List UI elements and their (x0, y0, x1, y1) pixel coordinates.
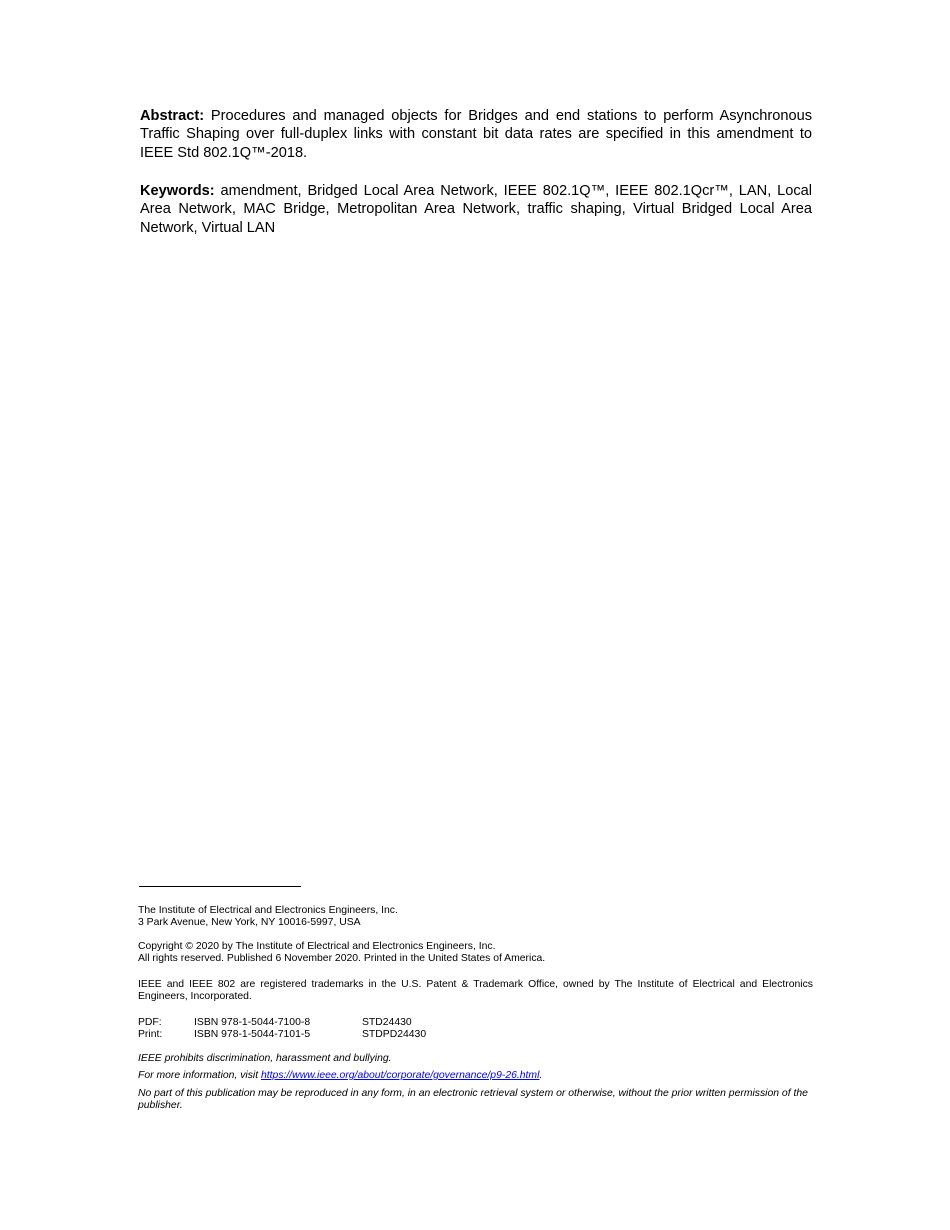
publisher-name: The Institute of Electrical and Electronics Engineers, Inc. (138, 905, 398, 916)
trademark-notice (138, 979, 813, 1004)
abstract-text: Procedures and managed objects for Bridges and end stations to perform Asynchronous Traffic Shaping over full-duplex links with constant bit data rates are specified in this amendment to IEEE Std 802.1Q™-2018. (140, 108, 812, 161)
isbn-number: ISBN 978-1-5044-7101-5 (194, 1029, 311, 1041)
governance-link[interactable]: https://www.ieee.org/about/corporate/governance/p9-26.html (261, 1070, 540, 1081)
publisher-block (138, 905, 813, 930)
isbn-row-pdf (138, 1017, 813, 1029)
abstract-paragraph (140, 107, 812, 162)
isbn-format: Print: (138, 1029, 163, 1041)
abstract-label: Abstract: (140, 108, 205, 124)
footnote-divider (139, 886, 301, 887)
more-info-line (138, 1070, 813, 1082)
isbn-table (138, 1017, 813, 1042)
more-info-prefix: For more information, visit (138, 1070, 261, 1081)
copyright-block (138, 941, 813, 966)
keywords-label: Keywords: (140, 183, 215, 199)
reproduction-notice: No part of this publication may be reproduced in any form, in an electronic retrieval system or otherwise, without the prior written permission of the publisher. (138, 1088, 808, 1112)
prohibits-notice: IEEE prohibits discrimination, harassment and bullying. (138, 1053, 392, 1064)
trademark-text: IEEE and IEEE 802 are registered trademarks in the U.S. Patent & Trademark Office, owned by The Institute of Electrical and Electronics Engineers, Incorporated. (138, 979, 813, 1003)
isbn-row-print (138, 1029, 813, 1041)
isbn-code: STDPD24430 (362, 1029, 427, 1041)
rights-line: All rights reserved. Published 6 November 2020. Printed in the United States of America. (138, 953, 546, 965)
keywords-text: amendment, Bridged Local Area Network, IEEE 802.1Q™, IEEE 802.1Qcr™, LAN, Local Area Network, MAC Bridge, Metropolitan Area Network, traffic shaping, Virtual Bridged Local Area Network, Virtual LAN (140, 183, 812, 236)
isbn-number: ISBN 978-1-5044-7100-8 (194, 1017, 311, 1028)
keywords-paragraph (140, 182, 812, 237)
publisher-address: 3 Park Avenue, New York, NY 10016-5997, USA (138, 917, 361, 929)
more-info-suffix: . (539, 1070, 543, 1081)
copyright-line: Copyright © 2020 by The Institute of Electrical and Electronics Engineers, Inc. (138, 941, 496, 952)
isbn-format: PDF: (138, 1017, 162, 1028)
isbn-code: STD24430 (362, 1017, 412, 1028)
